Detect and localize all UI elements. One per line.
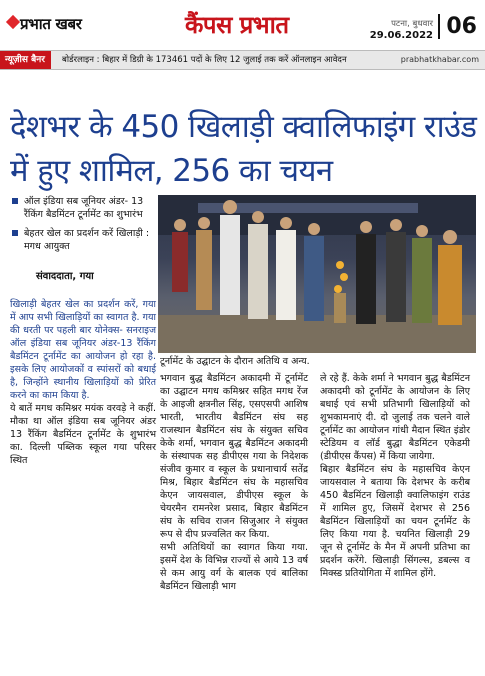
bullet-item: बेहतर खेल का प्रदर्शन करें खिलाड़ी : मगध आयुक्त [10, 227, 158, 253]
body-paragraph: भगवान बुद्ध बैडमिंटन अकादमी में टूर्नामेंट का उद्घाटन मगध कमिश्नर सहित मगध रेंज के आइजी क्षत्रनील सिंह, एसएसपी आशिष भारती, भारतीय बैडमिंटन संघ सह राजस्थान बैडमिंटन संघ के संयुक्त सचिव केके शर्मा, भगवान बुद्ध बैडमिंटन अकादमी के संस्थापक सह डीपीएस गया के निदेशक संजीव कुमार व स्कूल के प्रधानाचार्य सतेंद्र मिश्र, बिहार बैडमिंटन संघ के महासचिव केएन जायसवाल, डीपीएस स्कूल के चेयरमैन रामनरेश प्रसाद, बिहार बैडमिंटन संघ के सचिव राजन सिजुआर ने संयुक्त रूप से दीप प्रज्वलित कर किया. [160, 373, 308, 540]
bullet-item: ऑल इंडिया सब जूनियर अंडर- 13 रैंकिंग बैडमिंटन टूर्नामेंट का शुभारंभ [10, 195, 158, 221]
event-photo [158, 195, 476, 353]
body-paragraph: ले रहे हैं. केके शर्मा ने भगवान बुद्ध बैडमिंटन अकादमी को टूर्नामेंट के आयोजन के लिए बधाई एवं सभी प्रतिभागी खिलाड़ियों को शुभकामनाएं दी. दो जुलाई तक चलने वाले टूर्नामेंट का आयोजन गांधी मैदान स्थित इंडोर स्टेडियम व लॉर्ड बुद्धा बैडमिंटन एकेडमी (डीपीएस कैंपस) में किया जायेगा. [320, 373, 470, 462]
logo-text: प्रभात खबर [20, 15, 82, 33]
section-title: कैंपस प्रभात [185, 11, 289, 39]
photo-illustration [158, 195, 476, 353]
article-column-3 [320, 372, 470, 580]
news-ticker [0, 50, 485, 70]
website-link[interactable]: prabhatkhabar.com [400, 55, 479, 64]
issue-date: 29.06.2022 [369, 30, 433, 41]
ticker-text: बोर्डरलाइन : बिहार में डिग्री के 173461 पदों के लिए 12 जुलाई तक करें ऑनलाइन आवेदन [62, 55, 347, 65]
body-paragraph: सभी अतिथियों का स्वागत किया गया. इसमें देश के विभिन्न राज्यों से आये 13 वर्ष से कम आयु वर्ग के बालक एवं बालिका बैडमिंटन खिलाड़ी भाग [160, 542, 308, 592]
article-headline: देशभर के 450 खिलाड़ी क्वालिफाइंग राउंड में हुए शामिल, 256 का चयन [10, 108, 477, 189]
date-block [370, 18, 433, 42]
lead-paragraph: खिलाड़ी बेहतर खेल का प्रदर्शन करें, गया में आप सभी खिलाड़ियों का स्वागत है. गया की धरती पर पहली बार योनेक्स- सनराइज ऑल इंडिया सब जूनियर अंडर-13 रैंकिंग बैडमिंटन टूर्नामेंट का आयोजन हो रहा है. इसके लिए आयोजकों व स्पांसरों को बधाई है, जिन्होंने स्थानीय खिलाड़ियों को प्रेरित करने का काम किया है. [10, 299, 156, 401]
photo-caption: टूर्नामेंट के उद्घाटन के दौरान अतिथि व अन्य. [160, 356, 310, 367]
body-paragraph: बिहार बैडमिंटन संघ के महासचिव केएन जायसवाल ने बताया कि देशभर के करीब 450 बैडमिंटन खिलाड़ी क्वालिफाइंग राउंड में शामिल हुए, जिसमें देशभर से 256 बैडमिंटन खिलाड़ियों का चयन टूर्नामेंट के लिए किया गया है. चयनित खिलाड़ी 29 जून से टूर्नामेंट के मैन में अपनी प्रतिभा का प्रदर्शन करेंगे. खिलाड़ी सिंगल्स, डबल्स व मिक्स्ड प्रतियोगिता में शामिल होंगे. [320, 464, 470, 579]
article-column-2 [160, 372, 308, 593]
ticker-label: न्यूज़ीस बैनर [0, 51, 51, 69]
page-header [0, 0, 485, 50]
logo-mark-icon [6, 15, 20, 29]
page-number: 06 [438, 14, 477, 39]
city-day: पटना, बुधवार [391, 19, 433, 29]
article-column-1 [10, 298, 156, 467]
newspaper-logo [6, 14, 82, 34]
byline: संवाददाता, गया [36, 271, 94, 282]
body-paragraph: ये बातें मगध कमिश्नर मयंक वरवड़े ने कहीं. मौका था ऑल इंडिया सब जूनियर अंडर 13 रैंकिंग बैडमिंटन टूर्नामेंट के शुभारंभ का. दिल्ली पब्लिक स्कूल गया परिसर स्थित [10, 403, 156, 466]
highlight-bullets [10, 195, 158, 259]
